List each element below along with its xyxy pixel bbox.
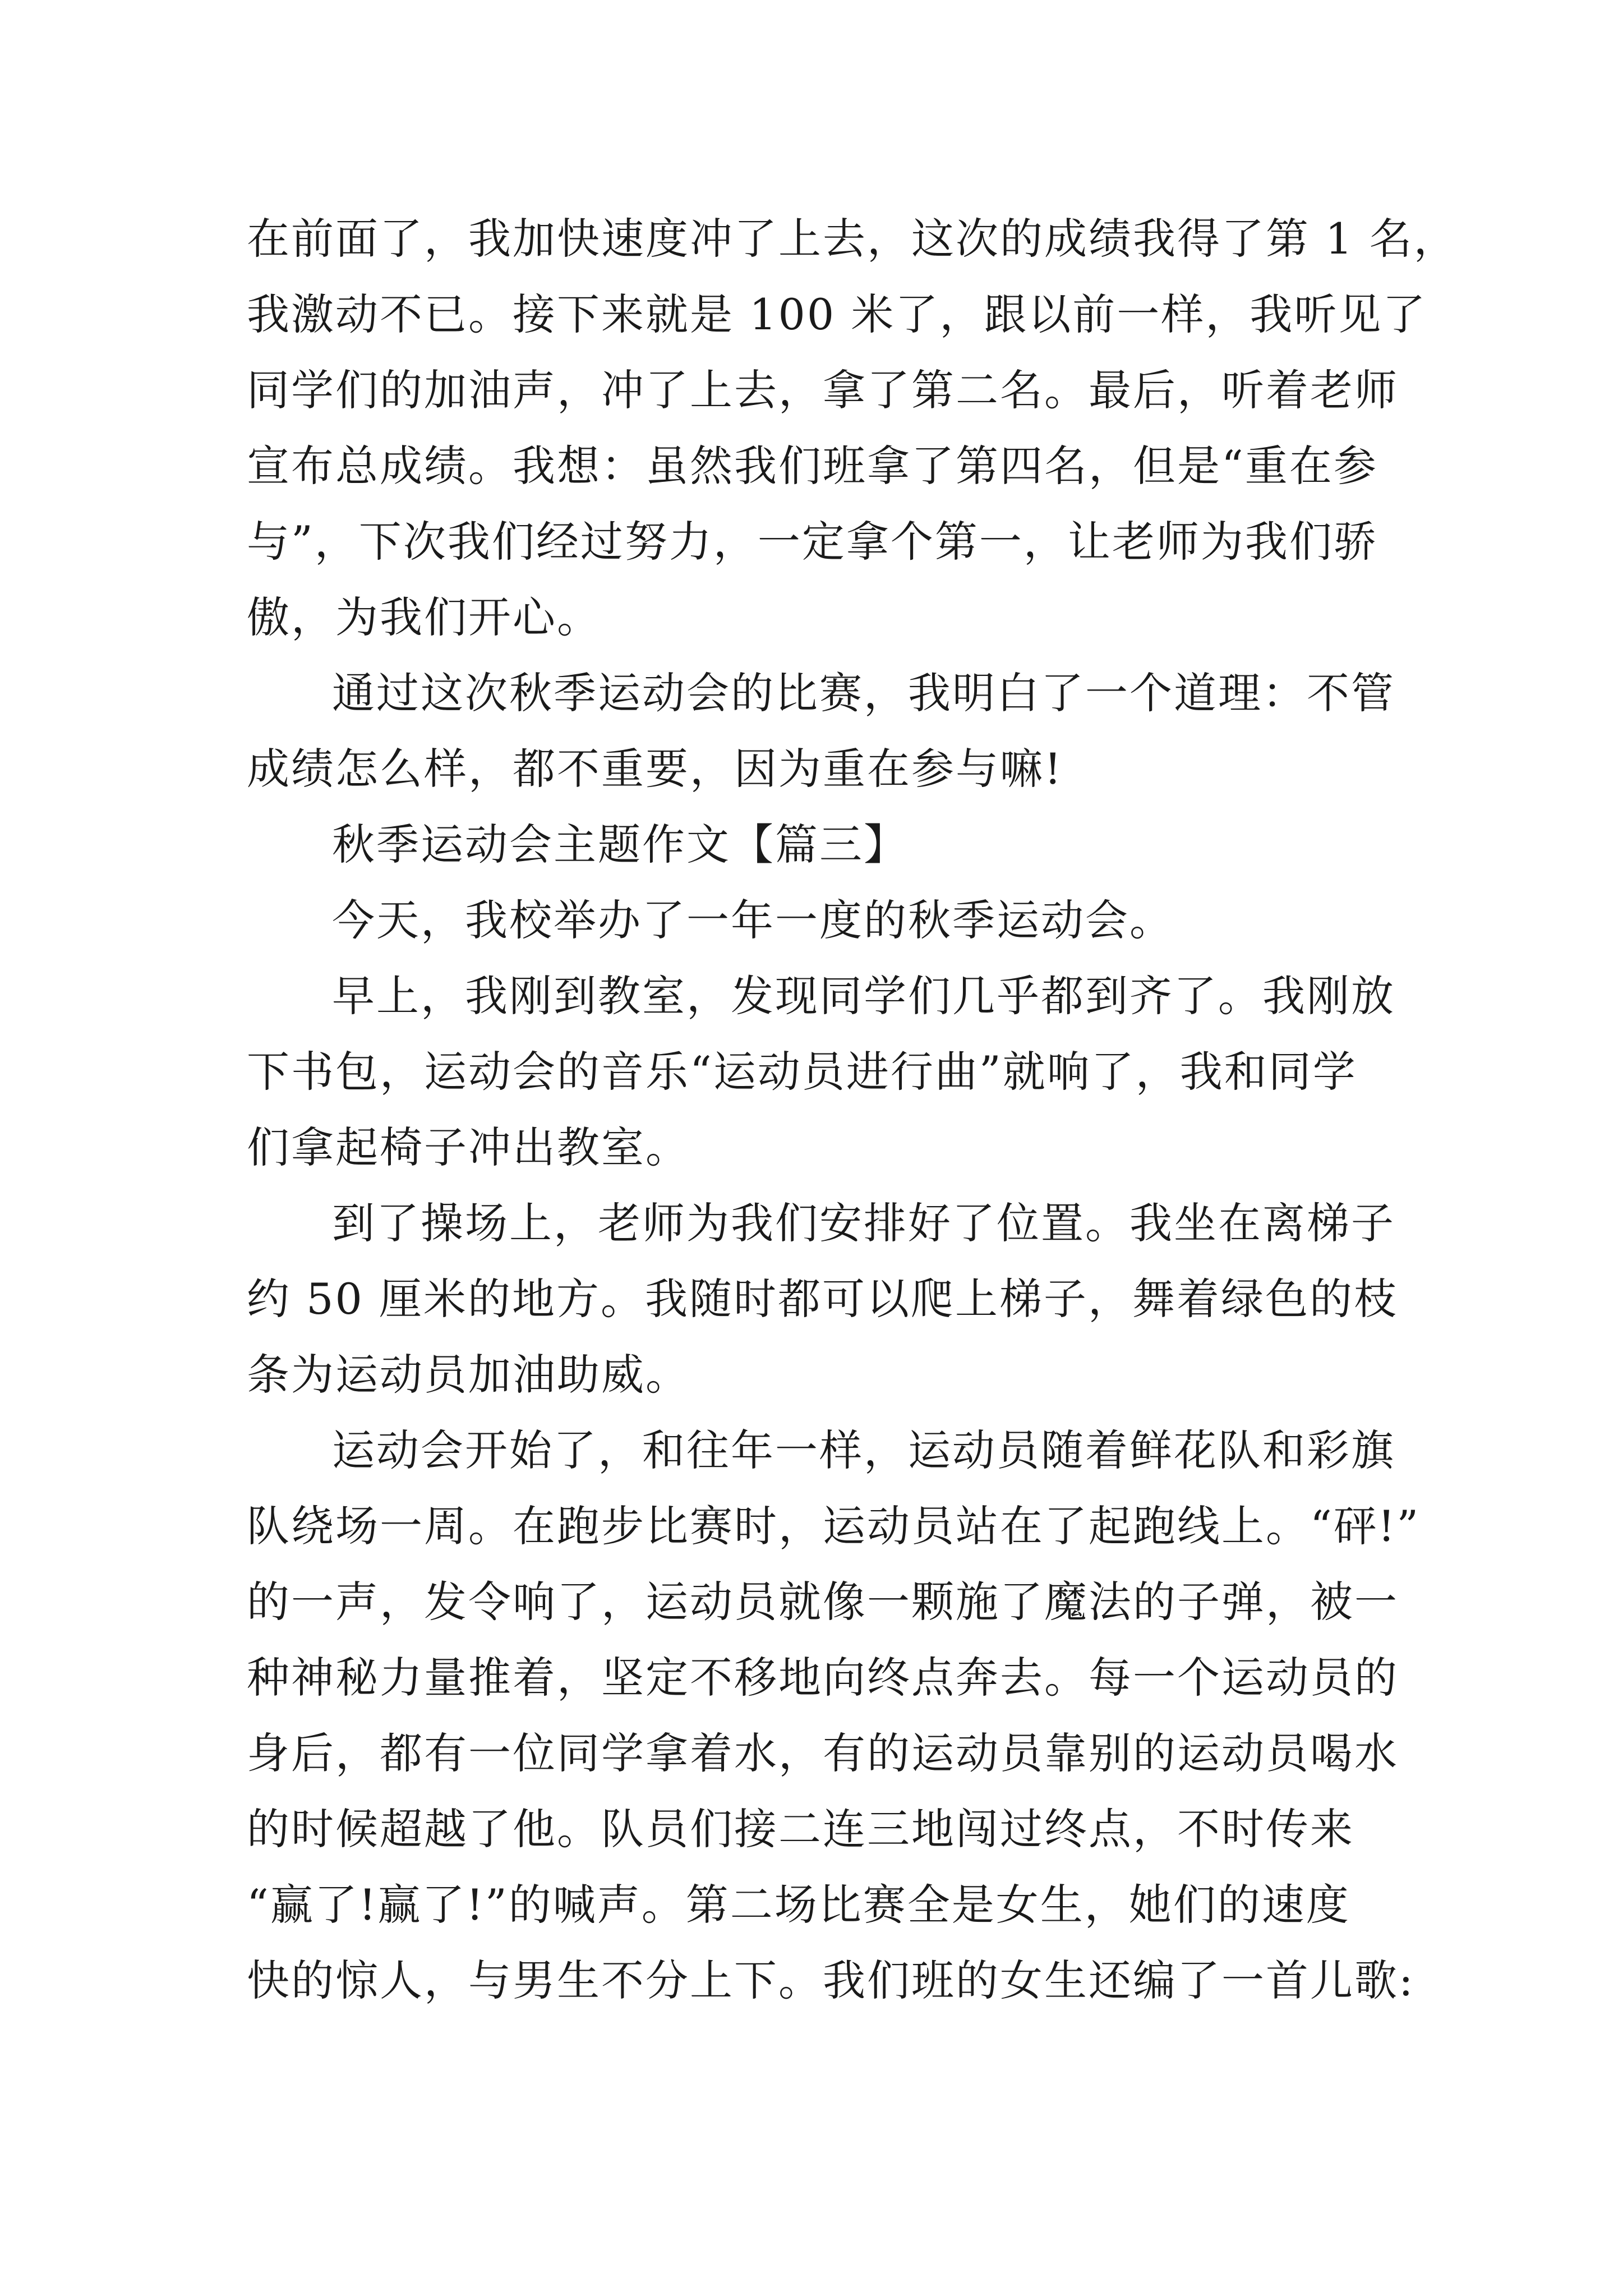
text-line: 条为运动员加油助威。 [247, 1350, 690, 1400]
text-line: 宣布总成绩。我想：虽然我们班拿了第四名，但是“重在参 [247, 441, 1378, 491]
text-line: 下书包，运动会的音乐“运动员进行曲”就响了，我和同学 [247, 1047, 1357, 1097]
text-line: 同学们的加油声，冲了上去，拿了第二名。最后，听着老师 [247, 365, 1399, 415]
text-line: 们拿起椅子冲出教室。 [247, 1122, 690, 1172]
paragraph-first-line: 通过这次秋季运动会的比赛，我明白了一个道理：不管 [332, 668, 1395, 718]
paragraph-first-line: 运动会开始了，和往年一样，运动员随着鲜花队和彩旗 [332, 1425, 1395, 1475]
text-line: 种神秘力量推着，坚定不移地向终点奔去。每一个运动员的 [247, 1653, 1399, 1703]
text-line: 快的惊人，与男生不分上下。我们班的女生还编了一首儿歌: [247, 1955, 1415, 2005]
paragraph-first-line: 今天，我校举办了一年一度的秋季运动会。 [332, 895, 1174, 945]
section-heading: 秋季运动会主题作文【篇三】 [332, 820, 908, 869]
text-line: 傲，为我们开心。 [247, 592, 601, 642]
text-line: 身后，都有一位同学拿着水，有的运动员靠别的运动员喝水 [247, 1728, 1399, 1778]
text-line: 成绩怎么样，都不重要，因为重在参与嘛! [247, 744, 1063, 794]
text-line: 在前面了，我加快速度冲了上去，这次的成绩我得了第 1 名， [247, 214, 1458, 264]
paragraph-first-line: 早上，我刚到教室，发现同学们几乎都到齐了。我刚放 [332, 971, 1395, 1021]
text-line: 约 50 厘米的地方。我随时都可以爬上梯子，舞着绿色的枝 [247, 1274, 1399, 1324]
text-line: 与”，下次我们经过努力，一定拿个第一，让老师为我们骄 [247, 517, 1378, 567]
text-line: 的一声，发令响了，运动员就像一颗施了魔法的子弹，被一 [247, 1577, 1399, 1627]
paragraph-first-line: 到了操场上，老师为我们安排好了位置。我坐在离梯子 [332, 1198, 1395, 1248]
text-line: 的时候超越了他。队员们接二连三地闯过终点，不时传来 [247, 1804, 1354, 1854]
text-line: 我激动不已。接下来就是 100 米了，跟以前一样，我听见了 [247, 289, 1427, 339]
text-line: “赢了!赢了!”的喊声。第二场比赛全是女生，她们的速度 [247, 1880, 1350, 1930]
document-body [247, 201, 1458, 2018]
text-line: 队绕场一周。在跑步比赛时，运动员站在了起跑线上。“砰!” [247, 1501, 1421, 1551]
